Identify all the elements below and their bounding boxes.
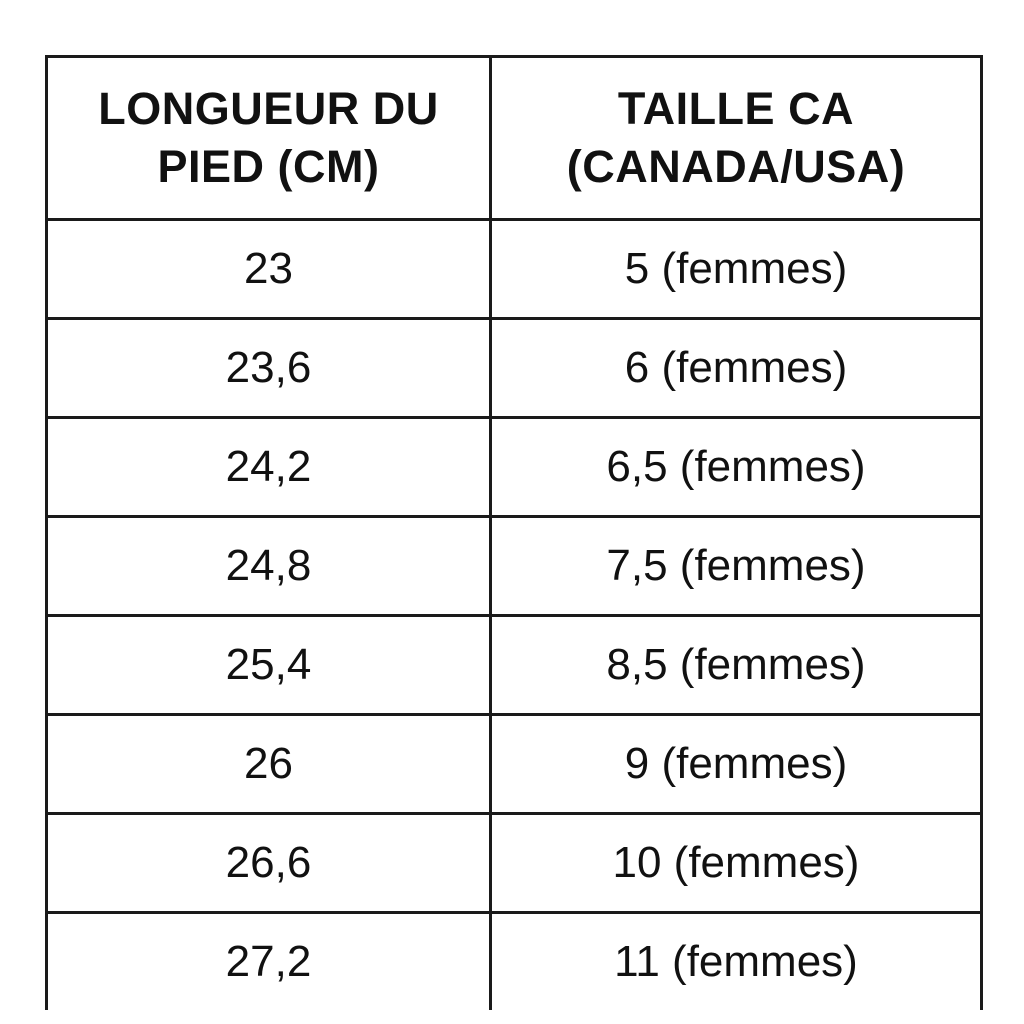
table-body — [47, 220, 982, 1011]
cell-foot-length: 23,6 — [47, 319, 491, 418]
cell-ca-size: 7,5 (femmes) — [491, 517, 982, 616]
cell-ca-size: 9 (femmes) — [491, 715, 982, 814]
cell-foot-length: 24,8 — [47, 517, 491, 616]
table-header — [47, 57, 982, 220]
header-ca-size-line2: (CANADA/USA) — [566, 141, 906, 192]
table-row — [47, 814, 982, 913]
header-ca-size — [491, 57, 982, 220]
cell-foot-length: 27,2 — [47, 913, 491, 1011]
cell-ca-size: 10 (femmes) — [491, 814, 982, 913]
table-row — [47, 418, 982, 517]
header-foot-length-line1: LONGUEUR DU — [98, 83, 439, 134]
table-row — [47, 220, 982, 319]
header-foot-length — [47, 57, 491, 220]
cell-foot-length: 24,2 — [47, 418, 491, 517]
table-row — [47, 616, 982, 715]
size-chart-table — [45, 55, 983, 1010]
cell-ca-size: 5 (femmes) — [491, 220, 982, 319]
cell-foot-length: 25,4 — [47, 616, 491, 715]
cell-ca-size: 11 (femmes) — [491, 913, 982, 1011]
table-row — [47, 913, 982, 1011]
cell-ca-size: 6,5 (femmes) — [491, 418, 982, 517]
cell-ca-size: 6 (femmes) — [491, 319, 982, 418]
table-row — [47, 715, 982, 814]
table-row — [47, 319, 982, 418]
cell-ca-size: 8,5 (femmes) — [491, 616, 982, 715]
header-row — [47, 57, 982, 220]
cell-foot-length: 23 — [47, 220, 491, 319]
table-row — [47, 517, 982, 616]
header-foot-length-line2: PIED (CM) — [157, 141, 380, 192]
cell-foot-length: 26 — [47, 715, 491, 814]
size-chart-container — [45, 55, 980, 1010]
cell-foot-length: 26,6 — [47, 814, 491, 913]
header-ca-size-line1: TAILLE CA — [617, 83, 855, 134]
